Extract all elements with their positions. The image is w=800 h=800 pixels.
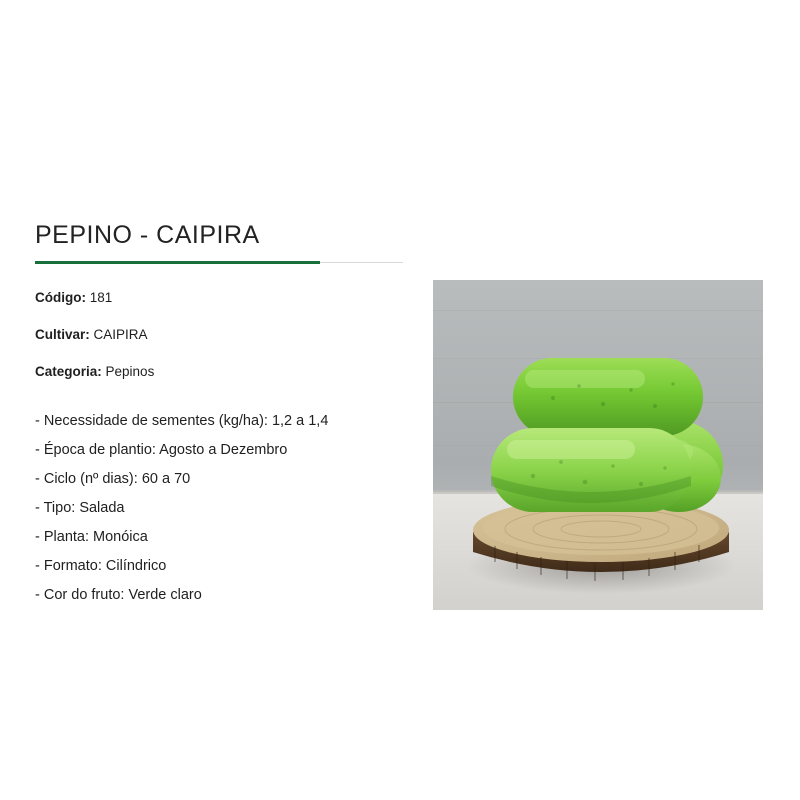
meta-categoria-label: Categoria: — [35, 363, 102, 379]
attribute-tipo: - Tipo: Salada — [35, 500, 125, 517]
section-spacer — [35, 400, 425, 411]
meta-cultivar-label: Cultivar: — [35, 326, 90, 342]
meta-codigo-label: Código: — [35, 289, 86, 305]
attribute-formato: - Formato: Cilíndrico — [35, 558, 167, 575]
details-column — [35, 289, 425, 607]
attribute-sementes: - Necessidade de sementes (kg/ha): 1,2 a 1,4 — [35, 413, 329, 430]
attribute-ciclo: - Ciclo (nº dias): 60 a 70 — [35, 471, 191, 488]
attribute-cor-fruto: - Cor do fruto: Verde claro — [35, 587, 202, 604]
title-underline — [35, 262, 403, 263]
attribute-epoca-plantio: - Época de plantio: Agosto a Dezembro — [35, 442, 288, 459]
meta-cultivar-value: CAIPIRA — [93, 326, 148, 342]
meta-codigo — [35, 289, 425, 307]
meta-cultivar — [35, 326, 425, 344]
meta-categoria — [35, 363, 425, 381]
meta-categoria-value: Pepinos — [105, 363, 155, 379]
page-title: PEPINO - CAIPIRA — [35, 221, 260, 249]
cucumber-photo — [433, 280, 763, 610]
meta-codigo-value: 181 — [89, 289, 113, 305]
attribute-planta: - Planta: Monóica — [35, 529, 148, 546]
